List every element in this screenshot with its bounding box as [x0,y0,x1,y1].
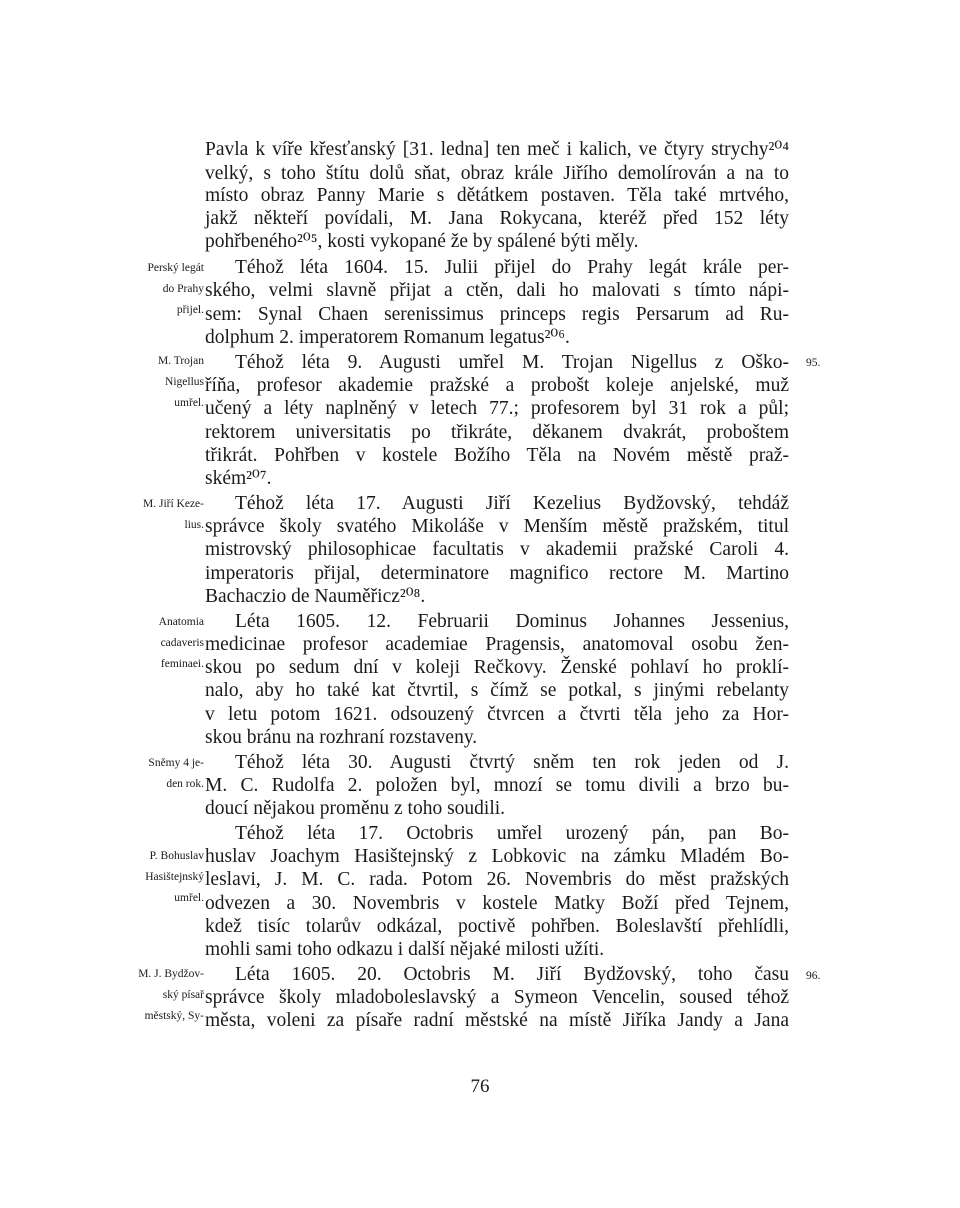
text-line: skou po sedum dní v koleji Rečkovy. Ženské pohlaví ho proklí- [205,657,789,678]
text-line: leslavi, J. M. C. rada. Potom 26. Novembris do měst pražských [205,869,789,890]
text-line: kdež tisíc tolarův odkázal, poctivě pohřben. Boleslavští přehlídli, [205,916,789,937]
text-line: velký, s toho štítu dolů sňat, obraz krále Jiřího demolírován a na to [205,163,789,184]
margin-note-line: M. Trojan [157,355,204,367]
text-line: medicinae profesor academiae Pragensis, anatomoval osobu žen- [205,634,789,655]
margin-note-line: lius. [184,519,204,531]
margin-note [104,964,204,1027]
margin-note [104,351,204,414]
text-line: nalo, aby ho také kat čtvrtil, s čímž se potkal, s jinými rebelanty [205,680,789,701]
margin-note-line: Perský legát [147,262,204,274]
text-line: ském²⁰⁷. [205,468,272,489]
page-number: 76 [470,1076,490,1097]
text-line: huslav Joachym Hasištejnský z Lobkovic na zámku Mladém Bo- [205,846,789,867]
text-line: v letu potom 1621. odsouzený čtvrcen a čtvrti těla jeho za Hor- [205,704,789,725]
text-line: ského, velmi slavně přijat a ctěn, dali ho malovati s tímto nápi- [205,280,789,301]
text-line: Téhož léta 9. Augusti umřel M. Trojan Nigellus z Oško- [235,352,789,373]
text-line: Léta 1605. 12. Februarii Dominus Johannes Jessenius, [235,611,789,632]
margin-note-line: Sněmy 4 je- [148,757,204,769]
margin-number: 96. [806,970,821,982]
text-line: imperatoris přijal, determinatore magnifico rectore M. Martino [205,563,789,584]
text-line: místo obraz Panny Marie s dětátkem postaven. Těla také mrtvého, [205,185,789,206]
text-line: třikrát. Pohřben v kostele Božího Těla na Novém městě praž- [205,445,789,466]
text-line: učený a léty naplněný v letech 77.; profesorem byl 31 rok a půl; [205,398,789,419]
text-line: říňa, profesor akademie pražské a probošt koleje anjelské, muž [205,375,789,396]
margin-note-line: umřel. [174,397,204,409]
margin-note-line: Anatomia [158,616,204,628]
text-line: mohli sami toho odkazu i další nějaké milosti užíti. [205,939,605,960]
text-line: rektorem universitatis po třikráte, děkanem dvakrát, proboštem [205,422,789,443]
text-line: Téhož léta 1604. 15. Julii přijel do Prahy legát krále per- [235,257,789,278]
margin-number: 95. [806,357,821,369]
margin-note-line: městský, Sy- [144,1010,204,1022]
text-line: Léta 1605. 20. Octobris M. Jiří Bydžovský, toho času [235,964,789,985]
margin-note-line: přijel. [176,304,204,316]
text-line: Téhož léta 17. Octobris umřel urozený pán, pan Bo- [235,823,789,844]
margin-note-line: P. Bohuslav [149,850,204,862]
margin-note-line: feminaei. [160,658,204,670]
text-line: odvezen a 30. Novembris v kostele Matky Boží před Tejnem, [205,893,789,914]
text-line: mistrovský philosophicae facultatis v akademii pražské Caroli 4. [205,539,789,560]
text-line: jakž někteří povídali, M. Jana Rokycana, kteréž před 152 léty [205,208,789,229]
text-line: M. C. Rudolfa 2. položen byl, mnozí se tomu divili a brzo bu- [205,775,789,796]
text-line: pohřbeného²⁰⁵, kosti vykopané že by spálené býti měly. [205,231,639,252]
margin-note-line: ský písař [162,989,204,1001]
margin-note-line: umřel. [174,892,204,904]
text-line: města, voleni za písaře radní městské na místě Jiříka Jandy a Jana [205,1010,789,1031]
margin-note-line: Hasištejnský [145,871,204,883]
text-line: Bachaczio de Nauměřicz²⁰⁸. [205,586,426,607]
text-line: Pavla k víře křesťanský [31. ledna] ten meč i kalich, ve čtyry strychy²⁰⁴ [205,139,789,160]
text-line: skou bránu na rozhraní rozstaveny. [205,727,478,748]
text-line: doucí nějakou proměnu z toho soudili. [205,798,506,819]
margin-note-line: do Prahy [162,283,204,295]
text-line: správce školy svatého Mikoláše v Menším městě pražském, titul [205,516,789,537]
text-line: dolphum 2. imperatorem Romanum legatus²⁰⁶. [205,327,570,348]
margin-note [104,612,204,675]
margin-note [104,753,204,795]
text-line: Téhož léta 17. Augusti Jiří Kezelius Bydžovský, tehdáž [235,493,789,514]
margin-note [104,258,204,321]
margin-note [104,494,204,536]
margin-note-line: cadaveris [160,637,204,649]
text-line: sem: Synal Chaen serenissimus princeps regis Persarum ad Ru- [205,304,789,325]
margin-note-line: M. Jiří Keze- [143,498,204,510]
margin-note-line: M. J. Bydžov- [138,968,204,980]
margin-note-line: den rok. [166,778,204,790]
text-line: správce školy mladoboleslavský a Symeon Vencelin, soused téhož [205,987,789,1008]
margin-note [104,846,204,909]
text-line: Téhož léta 30. Augusti čtvrtý sněm ten rok jeden od J. [235,752,789,773]
margin-note-line: Nigellus [165,376,204,388]
